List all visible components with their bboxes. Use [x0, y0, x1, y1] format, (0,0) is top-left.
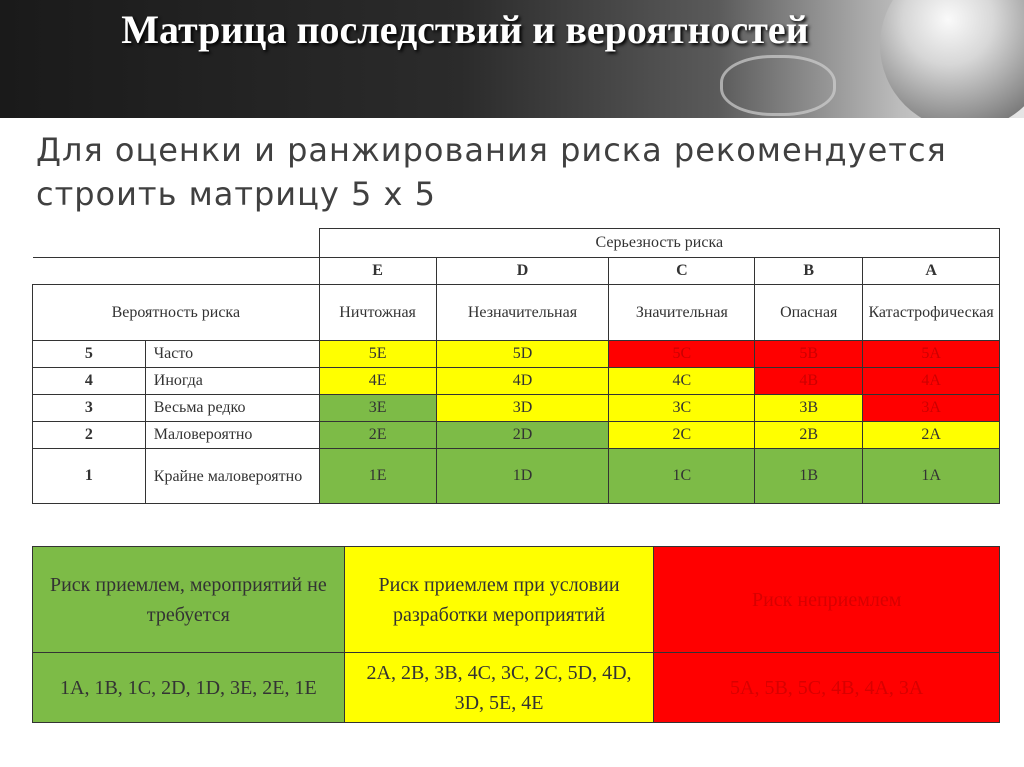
probability-level: 2 [33, 422, 146, 449]
severity-label: Опасная [755, 285, 863, 341]
risk-cell: 4E [319, 368, 436, 395]
risk-cell: 1E [319, 449, 436, 504]
probability-level: 1 [33, 449, 146, 504]
table-row [33, 368, 1000, 395]
risk-cell: 3E [319, 395, 436, 422]
severity-label: Незначительная [436, 285, 609, 341]
risk-cell: 3D [436, 395, 609, 422]
risk-cell: 1C [609, 449, 755, 504]
blank-corner [33, 229, 320, 258]
severity-code: B [755, 258, 863, 285]
blank-corner [33, 258, 320, 285]
severity-code: E [319, 258, 436, 285]
probability-label: Часто [145, 341, 319, 368]
severity-label: Катастрофическая [863, 285, 1000, 341]
table-row [33, 341, 1000, 368]
risk-cell: 4C [609, 368, 755, 395]
severity-code: A [863, 258, 1000, 285]
risk-legend-table [32, 546, 1000, 723]
table-row [33, 395, 1000, 422]
risk-cell: 5A [863, 341, 1000, 368]
risk-cell: 4B [755, 368, 863, 395]
risk-cell: 4A [863, 368, 1000, 395]
risk-cell: 3C [609, 395, 755, 422]
legend-conditional-list: 2A, 2B, 3B, 4C, 3C, 2C, 5D, 4D, 3D, 5E, 4E [344, 653, 654, 723]
legend-unacceptable-list: 5A, 5B, 5C, 4B, 4A, 3A [654, 653, 1000, 723]
risk-cell: 5E [319, 341, 436, 368]
legend-conditional-header: Риск приемлем при условии разработки мероприятий [344, 547, 654, 653]
probability-level: 4 [33, 368, 146, 395]
risk-cell: 3B [755, 395, 863, 422]
page-title: Матрица последствий и вероятностей [121, 7, 809, 52]
risk-cell: 2A [863, 422, 1000, 449]
probability-level: 3 [33, 395, 146, 422]
page-subtitle: Для оценки и ранжирования риска рекомендуется строить матрицу 5 х 5 [36, 131, 947, 213]
risk-cell: 5D [436, 341, 609, 368]
probability-label: Крайне маловероятно [145, 449, 319, 504]
probability-level: 5 [33, 341, 146, 368]
risk-cell: 2B [755, 422, 863, 449]
risk-cell: 4D [436, 368, 609, 395]
risk-cell: 2C [609, 422, 755, 449]
severity-header: Серьезность риска [319, 229, 999, 258]
legend-unacceptable-header: Риск неприемлем [654, 547, 1000, 653]
glasses-image [720, 55, 836, 116]
risk-cell: 5C [609, 341, 755, 368]
severity-label: Значительная [609, 285, 755, 341]
risk-matrix-table [32, 228, 1000, 504]
table-row [33, 449, 1000, 504]
risk-cell: 1A [863, 449, 1000, 504]
probability-label: Маловероятно [145, 422, 319, 449]
legend-acceptable-header: Риск приемлем, мероприятий не требуется [33, 547, 345, 653]
probability-header: Вероятность риска [33, 285, 320, 341]
severity-label: Ничтожная [319, 285, 436, 341]
risk-cell: 1B [755, 449, 863, 504]
risk-cell: 2E [319, 422, 436, 449]
legend-acceptable-list: 1A, 1B, 1C, 2D, 1D, 3E, 2E, 1E [33, 653, 345, 723]
risk-cell: 2D [436, 422, 609, 449]
severity-code: D [436, 258, 609, 285]
risk-cell: 3A [863, 395, 1000, 422]
probability-label: Весьма редко [145, 395, 319, 422]
table-row [33, 422, 1000, 449]
severity-code: C [609, 258, 755, 285]
risk-cell: 5B [755, 341, 863, 368]
risk-cell: 1D [436, 449, 609, 504]
probability-label: Иногда [145, 368, 319, 395]
